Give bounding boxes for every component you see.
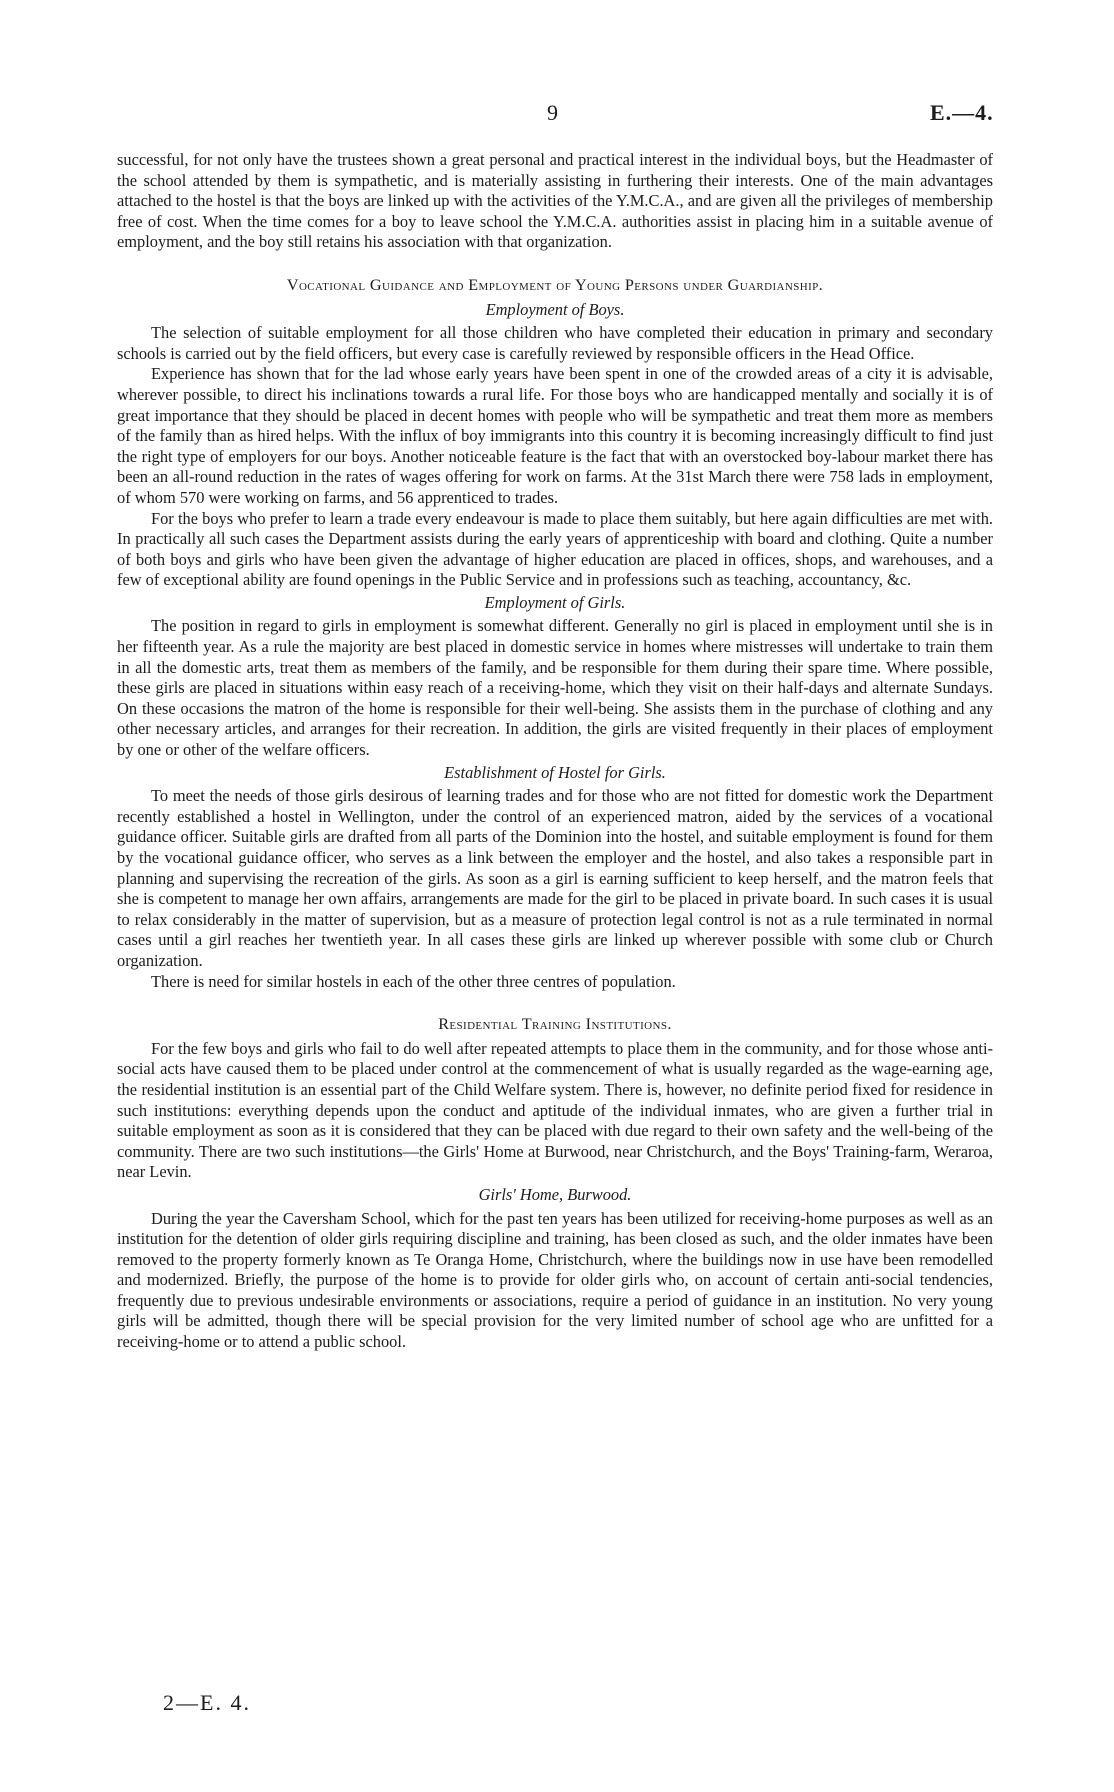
- paragraph-hostel-needs: To meet the needs of those girls desirous of learning trades and for those who are not fitted for domestic work the Department recently established a hostel in Wellington, under the control of an experienced matron, aided by the services of a vocational guidance officer. Suitable girls are drafted from all parts of the Dominion into the hostel, and suitable employment is found for them by the vocational guidance officer, who serves as a link between the employer and the hostel, and also takes a responsible part in planning and supervising the recreation of the girls. As soon as a girl is earning sufficient to keep herself, and the matron feels that she is competent to manage her own affairs, arrangements are made for the girl to be placed in private board. In such cases it is usual to relax considerably in the matter of supervision, but as a measure of protection legal control is not as a rule terminated in normal cases until a girl reaches her twentieth year. In all cases these girls are linked up wherever possible with some club or Church organization.: [117, 786, 993, 970]
- page-number: 9: [547, 100, 558, 125]
- paragraph-boys-trades: For the boys who prefer to learn a trade every endeavour is made to place them suitably, but here again difficulties are met with. In practically all such cases the Department assists during the early years of apprenticeship with board and clothing. Quite a number of both boys and girls who have been given the advantage of higher education are placed in offices, shops, and warehouses, and a few of exceptional ability are found openings in the Public Service and in professions such as teaching, accountancy, &c.: [117, 508, 993, 590]
- subheading-employment-of-boys: Employment of Boys.: [485, 299, 625, 319]
- subheading-employment-of-girls: Employment of Girls.: [484, 592, 626, 612]
- subheading-girls-home-burwood: Girls' Home, Burwood.: [478, 1184, 632, 1204]
- section-heading-vocational-guidance: Vocational Guidance and Employment of Young Persons under Guardianship.: [286, 275, 824, 294]
- paragraph-boys-selection: The selection of suitable employment for all those children who have completed their education in primary and secondary schools is carried out by the field officers, but every case is carefully reviewed by responsible officers in the Head Office.: [117, 323, 993, 363]
- paragraph-residential-institutions: For the few boys and girls who fail to do well after repeated attempts to place them in the community, and for those whose anti-social acts have caused them to be placed under control at the commencement of what is usually regarded as the wage-earning age, the residential institution is an essential part of the Child Welfare system. There is, however, no definite period fixed for residence in such institutions: everything depends upon the conduct and aptitude of the individual inmates, who are given a further trial in suitable employment as soon as it is considered that they can be placed with due regard to their own safety and the well-being of the community. There are two such institutions—the Girls' Home at Burwood, near Christchurch, and the Boys' Training-farm, Weraroa, near Levin.: [117, 1038, 993, 1182]
- paragraph-boys-experience: Experience has shown that for the lad whose early years have been spent in one of the crowded areas of a city it is advisable, wherever possible, to direct his inclinations towards a rural life. For those boys who are handicapped mentally and socially it is of great importance that they should be placed in decent homes with people who will be sympathetic and treat them more as members of the family than as hired helps. With the influx of boy immigrants into this country it is becoming increasingly difficult to find just the right type of employers for our boys. Another noticeable feature is the fact that with an overstocked boy-labour market there has been an all-round reduction in the rates of wages offering for work on farms. At the 31st March there were 758 lads in employment, of whom 570 were working on farms, and 56 apprenticed to trades.: [117, 364, 993, 507]
- document-body: [117, 150, 993, 1353]
- signature-mark: 2—E. 4.: [163, 1690, 251, 1715]
- paragraph-girls-position: The position in regard to girls in employment is somewhat different. Generally no girl is placed in employment until she is in her fifteenth year. As a rule the majority are best placed in domestic service in homes where mistresses will undertake to train them in all the domestic arts, treat them as members of the family, and be responsible for them during their spare time. Where possible, these girls are placed in situations within easy reach of a receiving-home, which they visit on their half-days and alternate Sundays. On these occasions the matron of the home is responsible for their well-being. She assists them in the purchase of clothing and any other necessary articles, and arranges for their recreation. In addition, the girls are visited frequently in their places of employment by one or other of the welfare officers.: [117, 616, 993, 760]
- paragraph-continued: successful, for not only have the trustees shown a great personal and practical interest in the individual boys, but the Headmaster of the school attended by them is sympathetic, and is materially assisting in furthering their interests. One of the main advantages attached to the hostel is that the boys are linked up with the activities of the Y.M.C.A., and are given all the privileges of membership free of cost. When the time comes for a boy to leave school the Y.M.C.A. authorities assist in placing him in a suitable avenue of employment, and the boy still retains his association with that organization.: [117, 150, 993, 252]
- paragraph-hostel-need-similar: There is need for similar hostels in each of the other three centres of population.: [151, 971, 676, 991]
- section-heading-residential-training: Residential Training Institutions.: [438, 1015, 672, 1034]
- document-reference: E.—4.: [930, 100, 994, 125]
- subheading-hostel-for-girls: Establishment of Hostel for Girls.: [444, 762, 666, 782]
- paragraph-burwood: During the year the Caversham School, which for the past ten years has been utilized for receiving-home purposes as well as an institution for the detention of older girls requiring discipline and training, has been closed as such, and the older inmates have been removed to the property formerly known as Te Oranga Home, Christchurch, where the buildings now in use have been remodelled and modernized. Briefly, the purpose of the home is to provide for older girls who, on account of certain anti-social tendencies, frequently due to previous undesirable environments or associations, require a period of guidance in an institution. No very young girls will be admitted, though there will be special provision for the very limited number of school age who are unfitted for a receiving-home or to attend a public school.: [117, 1208, 993, 1352]
